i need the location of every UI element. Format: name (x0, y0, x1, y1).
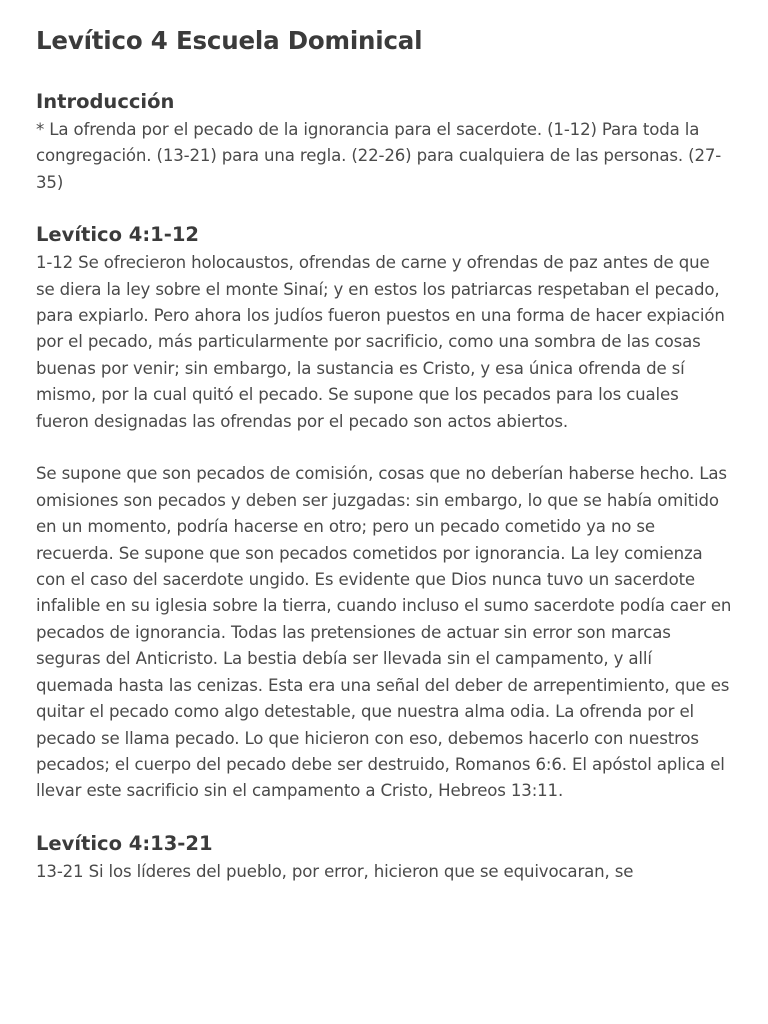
section-heading: Levítico 4:13-21 (36, 831, 213, 855)
section-paragraph: * La ofrenda por el pecado de la ignorancia para el sacerdote. (1-12) Para toda la congregación. (13-21) para una regla. (22-26) para cualquiera de las personas. (27-35) (36, 120, 722, 192)
section-heading: Levítico 4:1-12 (36, 223, 199, 247)
section-paragraph: 13-21 Si los líderes del pueblo, por error, hicieron que se equivocaran, se (36, 861, 634, 881)
section-levitico-4-1-12 (36, 222, 732, 805)
section-paragraph: 1-12 Se ofrecieron holocaustos, ofrendas de carne y ofrendas de paz antes de que se diera la ley sobre el monte Sinaí; y en estos los patriarcas respetaban el pecado, para expiarlo. Pero ahora los judíos fueron puestos en una forma de hacer expiación por el pecado, más particularmente por sacrificio, como una sombra de las cosas buenas por venir; sin embargo, la sustancia es Cristo, y esa única ofrenda de sí mismo, por la cual quitó el pecado. Se supone que los pecados para los cuales fueron designadas las ofrendas por el pecado son actos abiertos. (36, 253, 725, 431)
section-levitico-4-13-21 (36, 831, 732, 885)
page-title: Levítico 4 Escuela Dominical (36, 26, 423, 55)
section-heading: Introducción (36, 90, 175, 113)
paragraph-spacer (36, 435, 732, 461)
section-paragraph: Se supone que son pecados de comisión, cosas que no deberían haberse hecho. Las omisiones son pecados y deben ser juzgadas: sin embargo, lo que se había omitido en un momento, podría hacerse en otro; pero un pecado cometido ya no se recuerda. Se supone que son pecados cometidos por ignorancia. La ley comienza con el caso del sacerdote ungido. Es evidente que Dios nunca tuvo un sacerdote infalible en su iglesia sobre la tierra, cuando incluso el sumo sacerdote podía caer en pecados de ignorancia. Todas las pretensiones de actuar sin error son marcas seguras del Anticristo. La bestia debía ser llevada sin el campamento, y allí quemada hasta las cenizas. Esta era una señal del deber de arrepentimiento, que es quitar el pecado como algo detestable, que nuestra alma odia. La ofrenda por el pecado se llama pecado. Lo que hicieron con eso, debemos hacerlo con nuestros pecados; el cuerpo del pecado debe ser destruido, Romanos 6:6. El apóstol aplica el llevar este sacrificio sin el campamento a Cristo, Hebreos 13:11. (36, 464, 732, 801)
section-introduccion (36, 89, 732, 196)
